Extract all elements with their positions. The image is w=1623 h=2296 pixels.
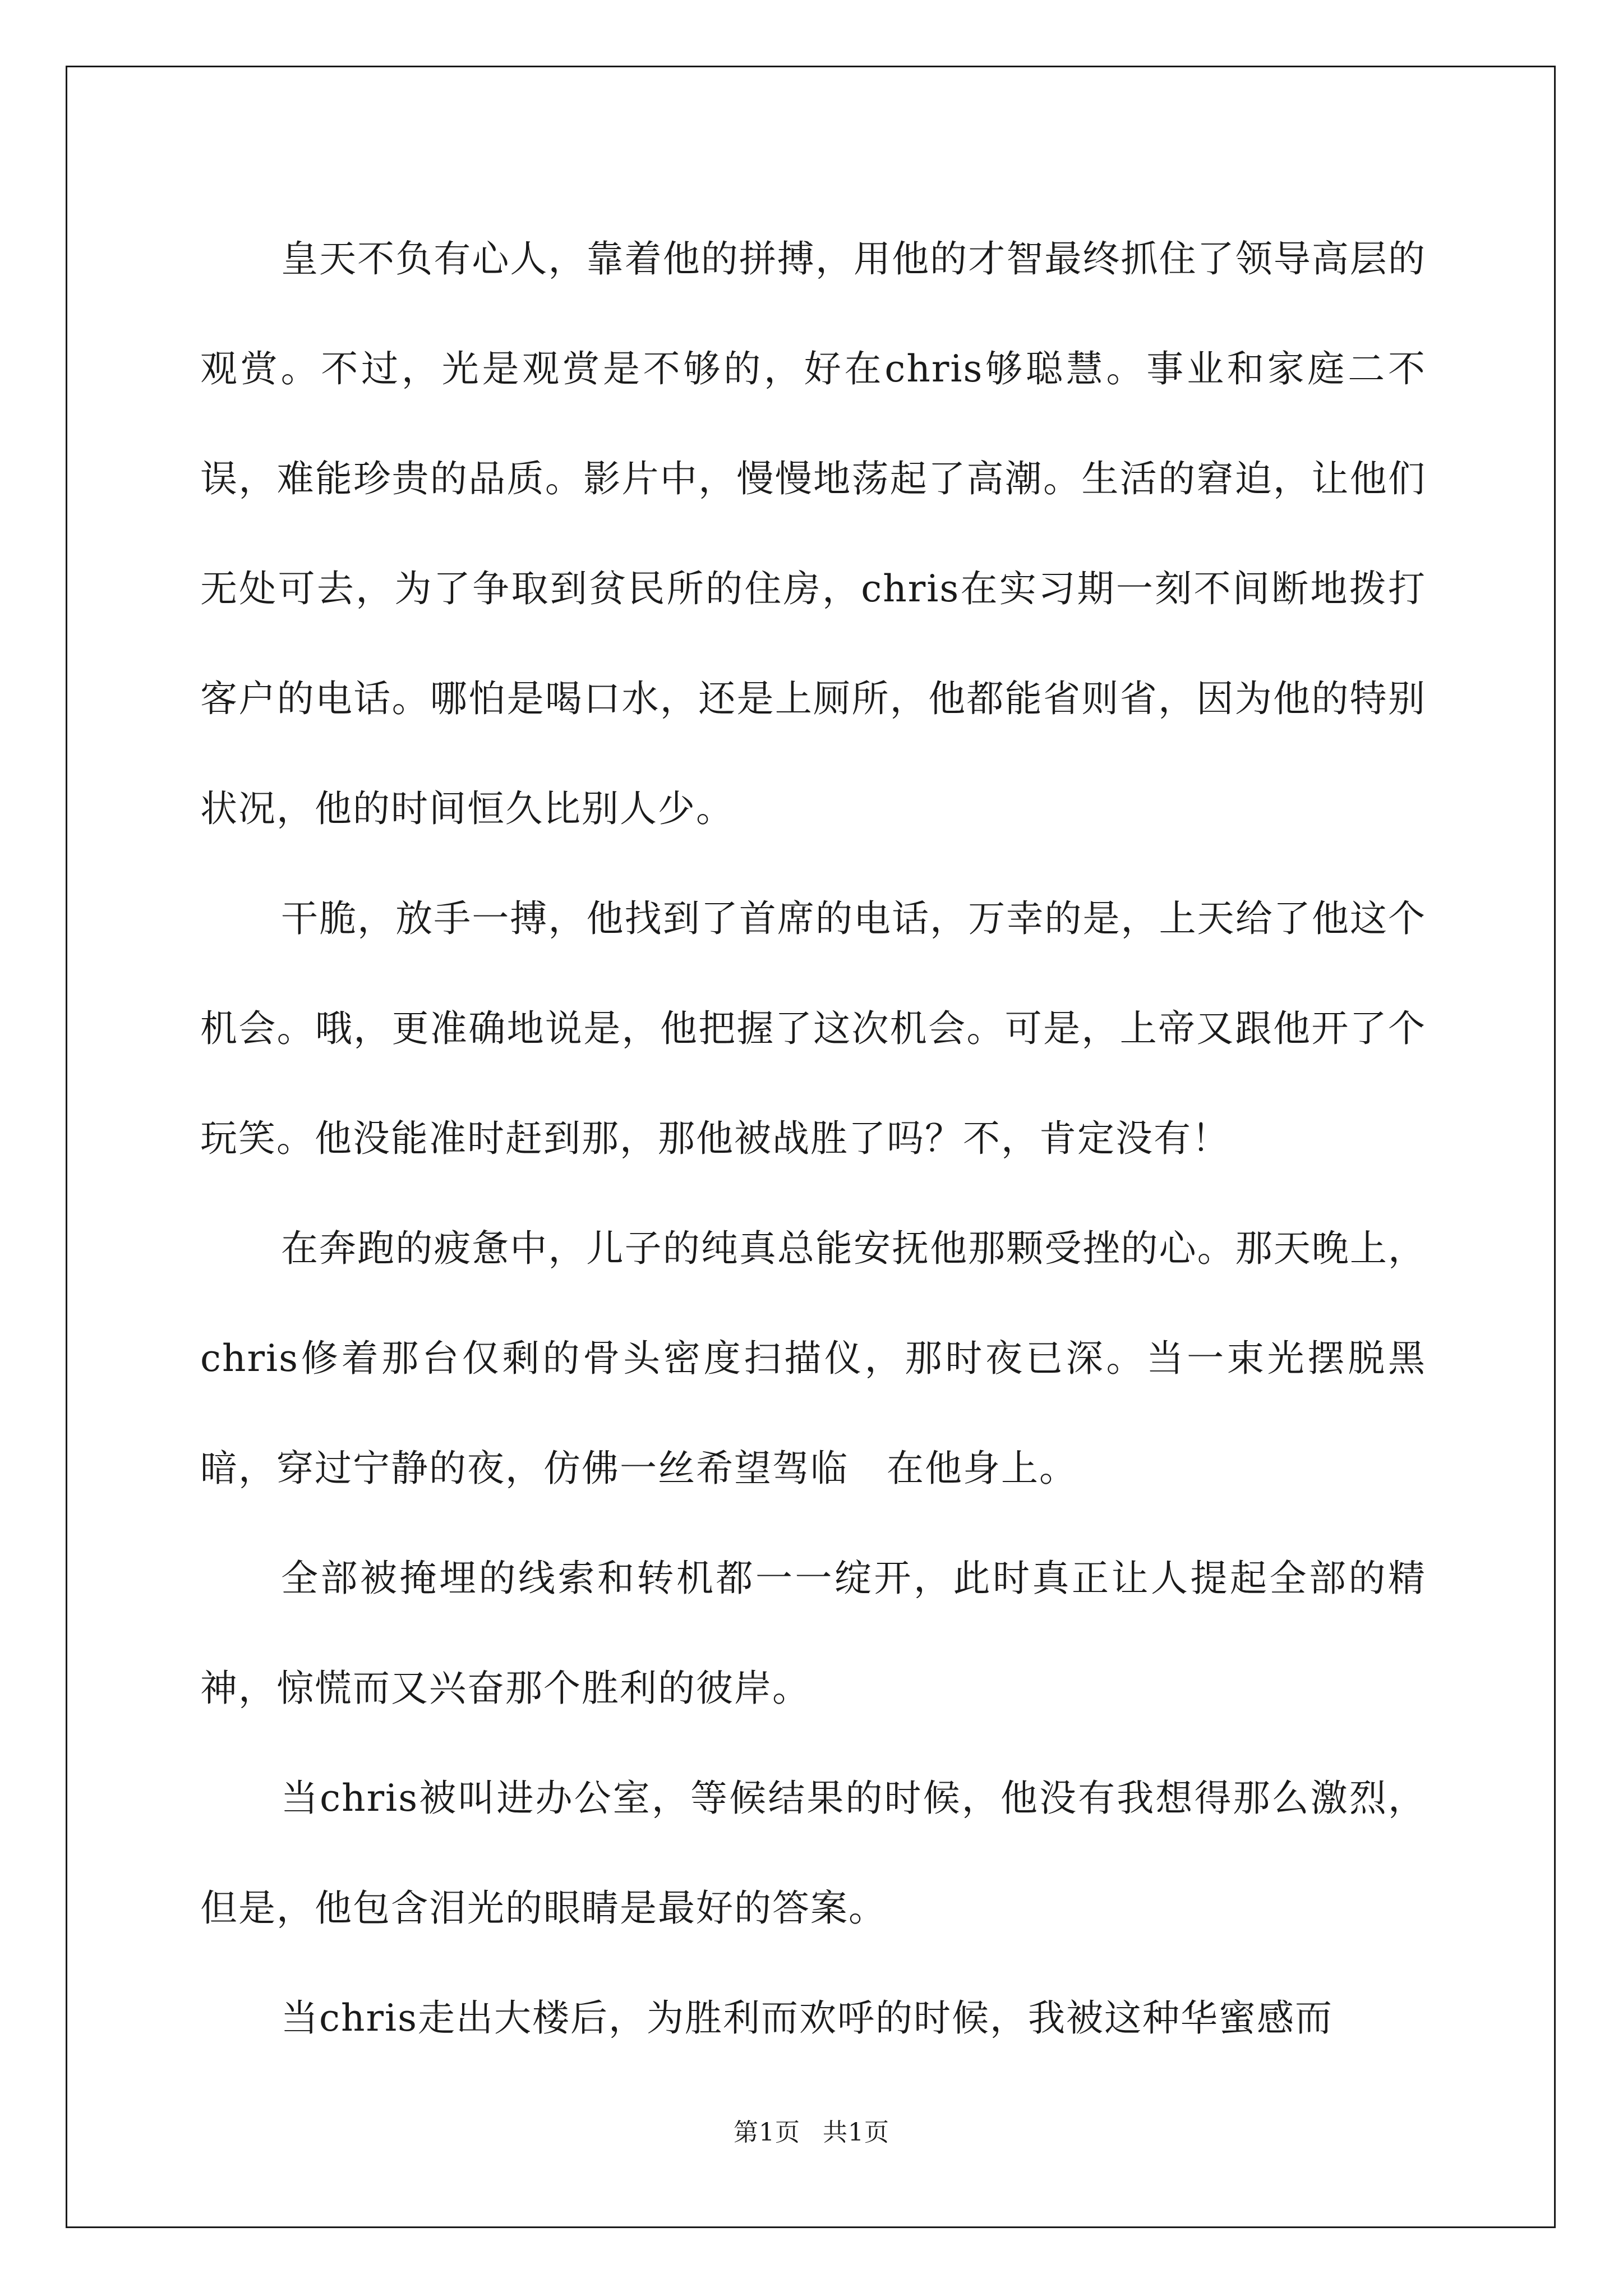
paragraph-4: 全部被掩埋的线索和转机都一一绽开，此时真正让人提起全部的精神，惊慌而又兴奋那个胜利的彼岸。: [200, 1557, 1426, 1710]
paragraph-6: 当chris走出大楼后，为胜利而欢呼的时候，我被这种华蜜感而: [281, 1996, 1333, 2040]
paragraph-5: 当chris被叫进办公室，等候结果的时候，他没有我想得那么激烈，但是，他包含泪光的眼睛是最好的答案。: [200, 1777, 1426, 1930]
document-body: [200, 204, 1426, 2073]
page-total: 共1页: [823, 2118, 889, 2147]
paragraph-2: 干脆，放手一搏，他找到了首席的电话，万幸的是，上天给了他这个机会。哦，更准确地说是，他把握了这次机会。可是，上帝又跟他开了个玩笑。他没能准时赶到那，那他被战胜了吗？不，肯定没有！: [200, 897, 1426, 1160]
paragraph-1: 皇天不负有心人，靠着他的拼搏，用他的才智最终抓住了领导高层的观赏。不过，光是观赏是不够的，好在chris够聪慧。事业和家庭二不误，难能珍贵的品质。影片中，慢慢地荡起了高潮。生活的窘迫，让他们无处可去，为了争取到贫民所的住房，chris在实习期一刻不间断地拨打客户的电话。哪怕是喝口水，还是上厕所，他都能省则省，因为他的特别状况，他的时间恒久比别人少。: [200, 237, 1426, 830]
page-number: 第1页: [734, 2118, 800, 2147]
paragraph-3: 在奔跑的疲惫中，儿子的纯真总能安抚他那颗受挫的心。那天晚上，chris修着那台仅剩的骨头密度扫描仪，那时夜已深。当一束光摆脱黑暗，穿过宁静的夜，仿佛一丝希望驾临 在他身上。: [200, 1227, 1426, 1490]
page-footer: [0, 2116, 1623, 2150]
